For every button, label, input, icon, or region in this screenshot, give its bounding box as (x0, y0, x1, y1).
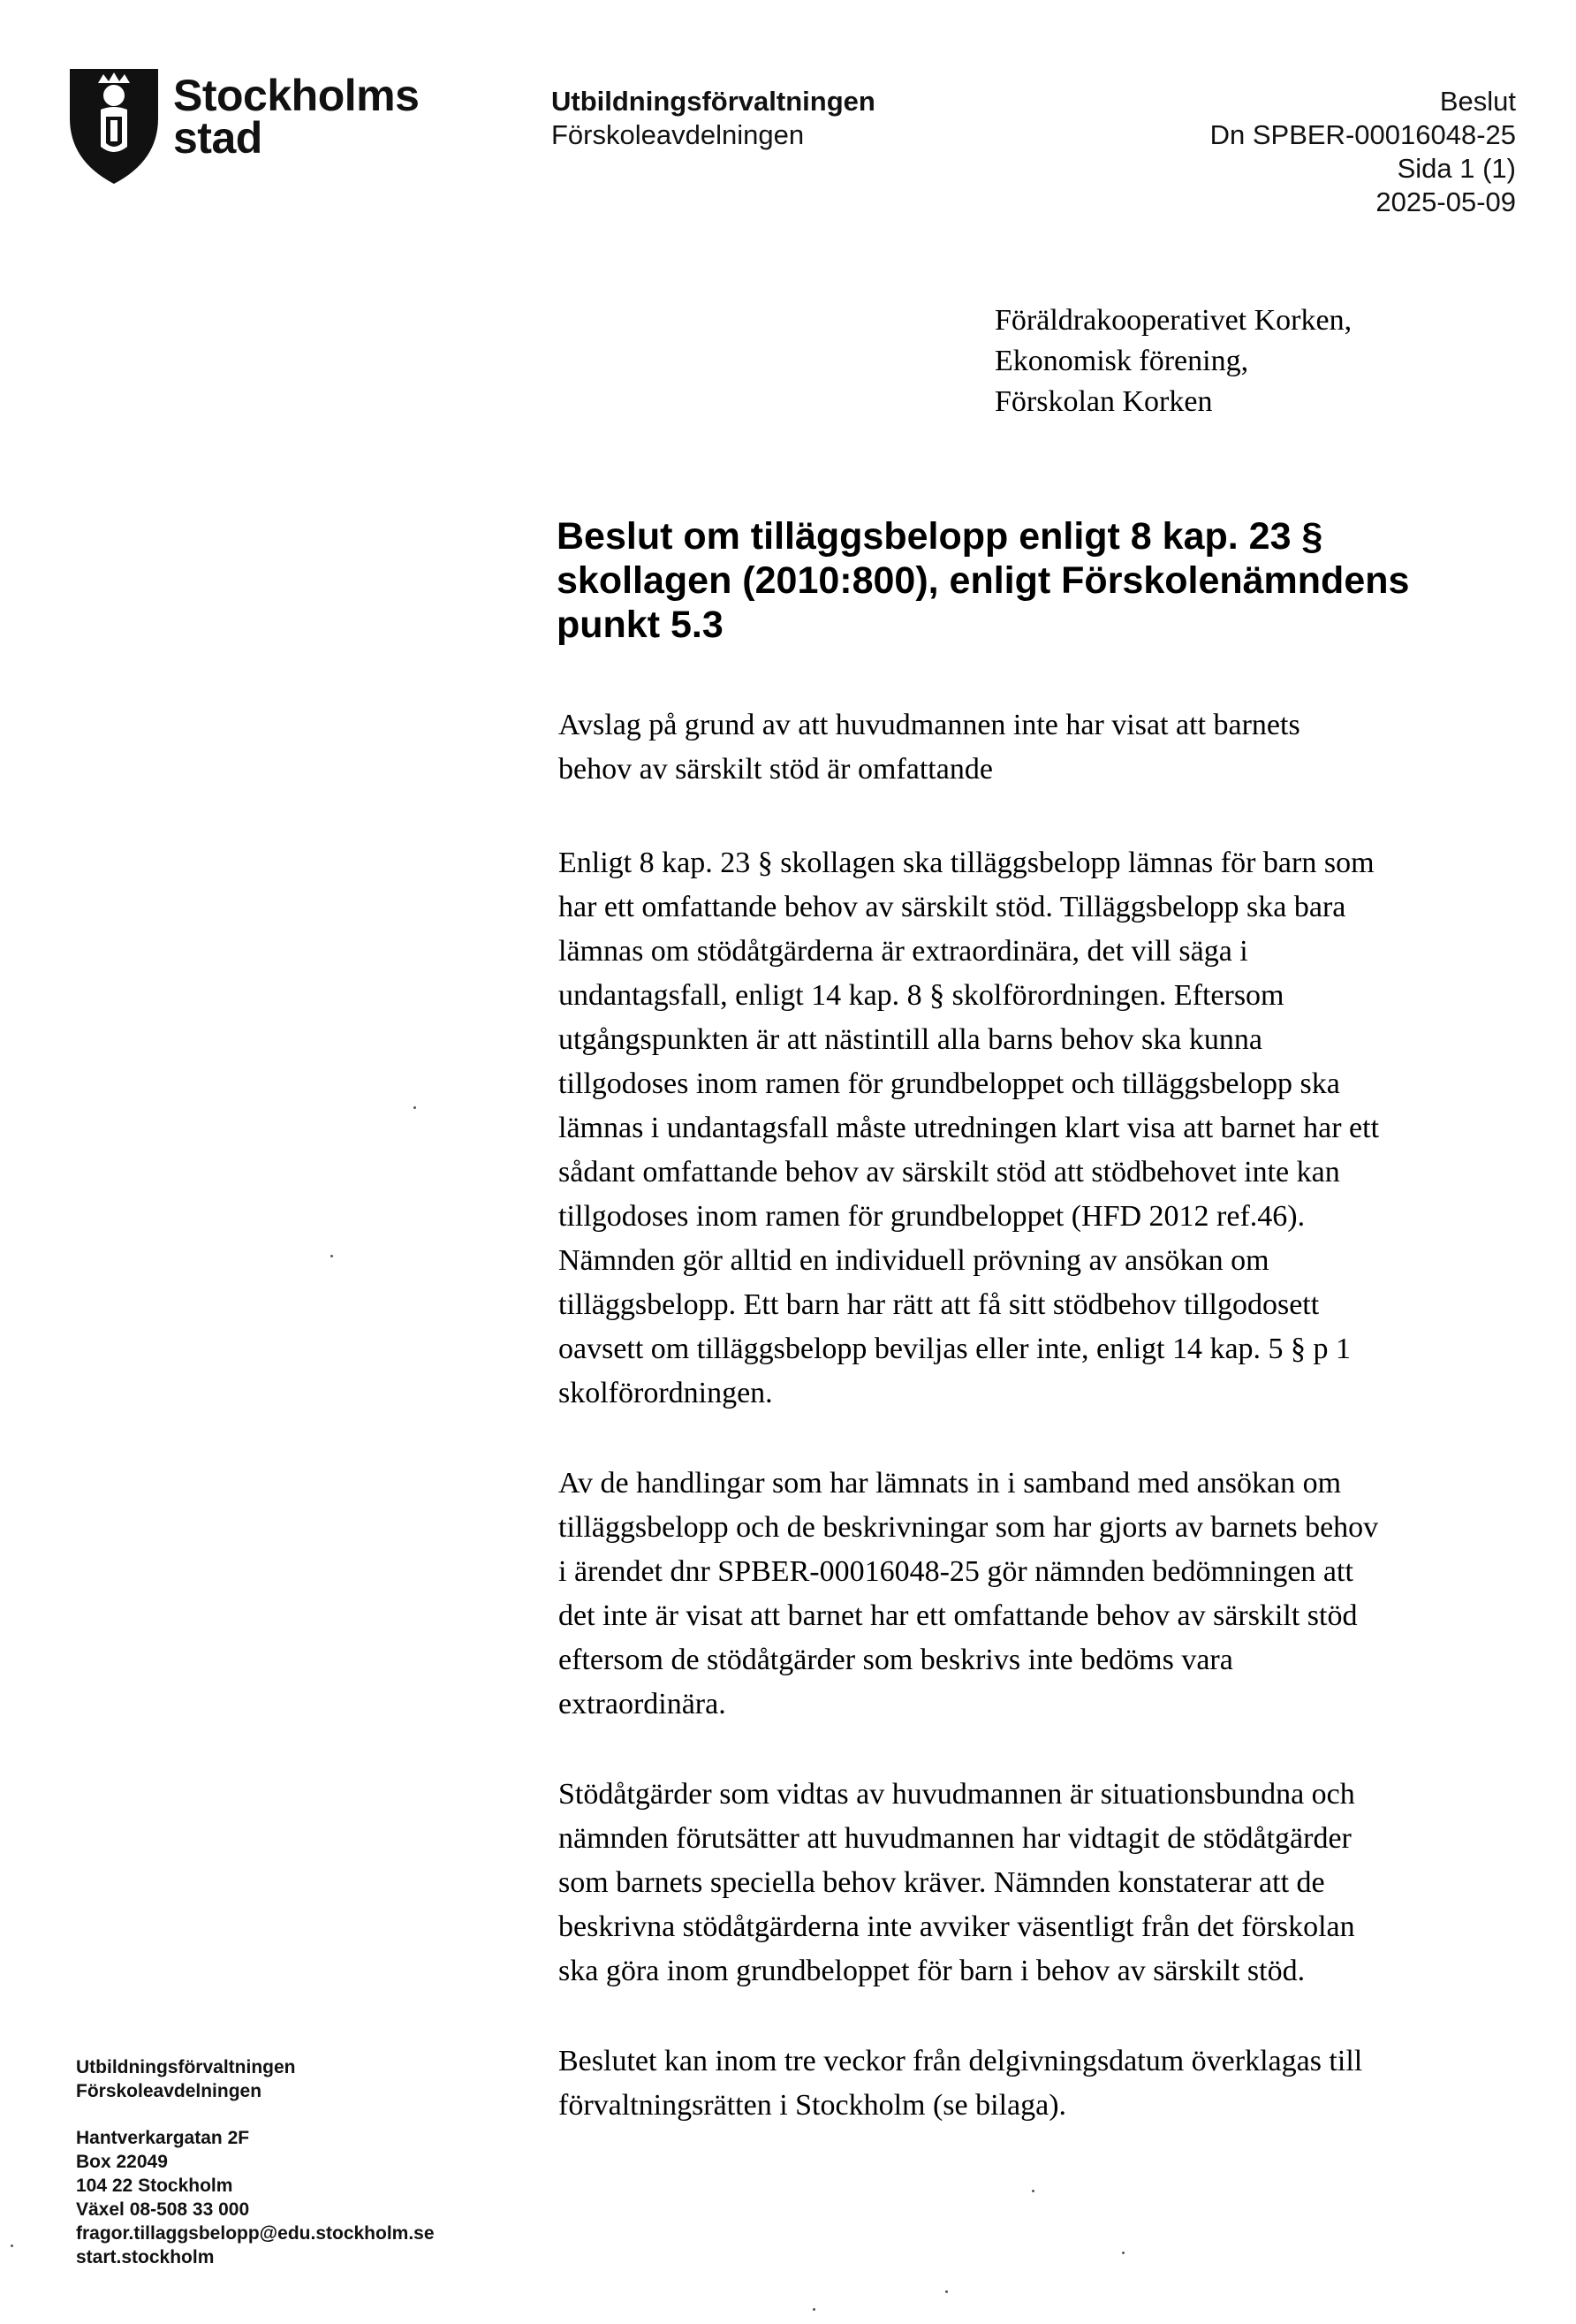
paragraph-line: ska göra inom grundbeloppet för barn i behov av särskilt stöd. (558, 1955, 1306, 1987)
doc-date: 2025-05-09 (1375, 186, 1516, 217)
recipient-line: Ekonomisk förening, (995, 345, 1249, 377)
scan-speck (1122, 2252, 1125, 2254)
paragraph-line: extraordinära. (558, 1688, 726, 1720)
paragraph-line: undantagsfall, enligt 14 kap. 8 § skolförordningen. Eftersom (558, 979, 1284, 1012)
scan-speck (11, 2244, 13, 2247)
paragraph-line: i ärendet dnr SPBER-00016048-25 gör nämnden bedömningen att (558, 1555, 1353, 1588)
scan-speck (330, 1255, 333, 1257)
scan-speck (1032, 2190, 1034, 2192)
paragraph-line: lämnas om stödåtgärderna är extraordinära, det vill säga i (558, 935, 1248, 968)
header-organisation (551, 85, 875, 152)
paragraph-line: som barnets speciella behov kräver. Nämnden konstaterar att de (558, 1866, 1325, 1899)
paragraph-line: Beslutet kan inom tre veckor från delgivningsdatum överklagas till (558, 2045, 1363, 2077)
doc-type: Beslut (1439, 86, 1516, 117)
title-line: punkt 5.3 (557, 604, 724, 646)
paragraph-line: lämnas i undantagsfall måste utredningen klart visa att barnet har ett (558, 1112, 1380, 1144)
summary-line: behov av särskilt stöd är omfattande (558, 753, 993, 786)
footer-contact (76, 2055, 435, 2269)
scan-speck (413, 1106, 416, 1109)
paragraph-line: skolförordningen. (558, 1377, 773, 1409)
paragraph-line: eftersom de stödåtgärder som beskrivs inte bedöms vara (558, 1644, 1233, 1676)
stockholm-logo (67, 65, 421, 189)
title-line: skollagen (2010:800), enligt Förskolenämndens (557, 559, 1410, 602)
footer-dept: Förskoleavdelningen (76, 2081, 262, 2101)
decision-summary (558, 703, 1539, 792)
paragraph-line: tilläggsbelopp. Ett barn har rätt att få sitt stödbehov tillgodosett (558, 1288, 1320, 1321)
logo-line-2: stad (173, 113, 262, 163)
header-department: Förskoleavdelningen (551, 119, 805, 150)
header-document-info (1210, 85, 1516, 219)
footer-web: start.stockholm (76, 2247, 215, 2267)
paragraph-line: nämnden förutsätter att huvudmannen har vidtagit de stödåtgärder (558, 1822, 1352, 1855)
paragraph-line: Av de handlingar som har lämnats in i samband med ansökan om (558, 1467, 1342, 1500)
logo-line-1: Stockholms (173, 71, 420, 120)
paragraph-line: utgångspunkten är att nästintill alla barns behov ska kunna (558, 1023, 1262, 1056)
paragraph-line: Nämnden gör alltid en individuell prövning av ansökan om (558, 1244, 1269, 1277)
footer-postal: 104 22 Stockholm (76, 2176, 233, 2196)
logo-wordmark (173, 71, 420, 163)
paragraph-line: det inte är visat att barnet har ett omfattande behov av särskilt stöd (558, 1599, 1358, 1632)
footer-street: Hantverkargatan 2F (76, 2128, 250, 2148)
paragraph-line: oavsett om tilläggsbelopp beviljas eller inte, enligt 14 kap. 5 § p 1 (558, 1333, 1352, 1365)
paragraph-legal-basis (558, 841, 1539, 1416)
paragraph-assessment (558, 1462, 1539, 1727)
paragraph-line: beskrivna stödåtgärderna inte avviker väsentligt från det förskolan (558, 1910, 1355, 1943)
recipient-address (995, 300, 1352, 422)
scan-speck (813, 2308, 815, 2311)
footer-box: Box 22049 (76, 2152, 168, 2172)
paragraph-line: sådant omfattande behov av särskilt stöd att stödbehovet inte kan (558, 1156, 1340, 1189)
paragraph-line: Enligt 8 kap. 23 § skollagen ska tilläggsbelopp lämnas för barn som (558, 847, 1375, 879)
document-title (557, 514, 1528, 647)
city-shield-icon (67, 65, 161, 187)
paragraph-line: Stödåtgärder som vidtas av huvudmannen är situationsbundna och (558, 1778, 1355, 1811)
title-line: Beslut om tilläggsbelopp enligt 8 kap. 23 § (557, 515, 1323, 558)
case-number: Dn SPBER-00016048-25 (1209, 119, 1516, 150)
paragraph-appeal-info (558, 2039, 1539, 2128)
paragraph-line: tillgodoses inom ramen för grundbeloppet och tilläggsbelopp ska (558, 1067, 1340, 1100)
summary-line: Avslag på grund av att huvudmannen inte har visat att barnets (558, 709, 1300, 741)
scan-speck (945, 2290, 948, 2293)
footer-org: Utbildningsförvaltningen (76, 2057, 296, 2077)
footer-phone: Växel 08-508 33 000 (76, 2199, 250, 2220)
recipient-line: Förskolan Korken (995, 385, 1213, 418)
paragraph-line: tillgodoses inom ramen för grundbeloppet (HFD 2012 ref.46). (558, 1200, 1306, 1233)
header-org-name: Utbildningsförvaltningen (551, 86, 875, 117)
paragraph-line: har ett omfattande behov av särskilt stöd. Tilläggsbelopp ska bara (558, 891, 1346, 923)
paragraph-line: förvaltningsrätten i Stockholm (se bilaga). (558, 2089, 1067, 2122)
footer-email: fragor.tillaggsbelopp@edu.stockholm.se (76, 2223, 435, 2244)
paragraph-line: tilläggsbelopp och de beskrivningar som har gjorts av barnets behov (558, 1511, 1379, 1544)
page-number: Sida 1 (1) (1397, 153, 1516, 184)
paragraph-support-measures (558, 1773, 1539, 1994)
recipient-line: Föräldrakooperativet Korken, (995, 304, 1352, 337)
